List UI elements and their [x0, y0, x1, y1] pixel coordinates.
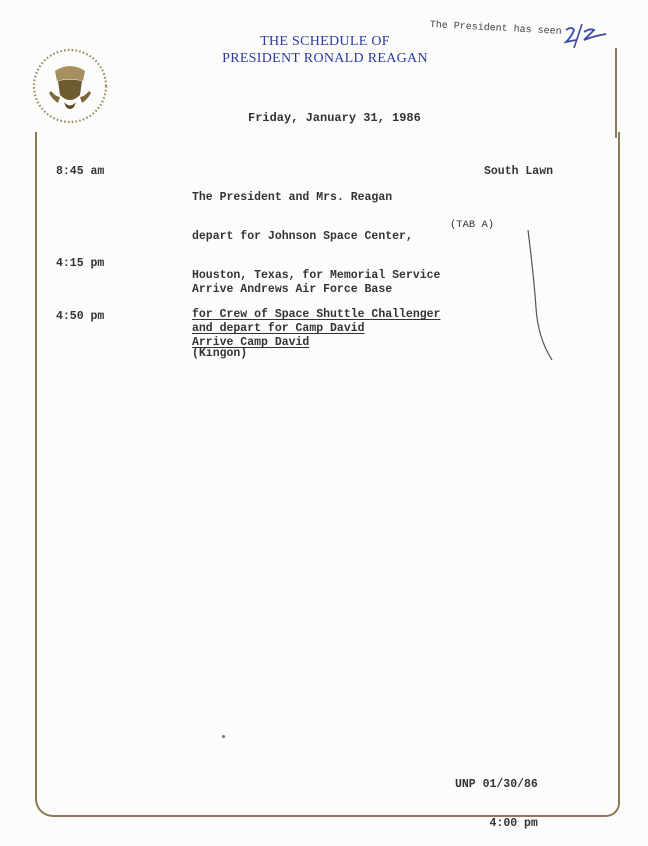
entry-line: depart for Johnson Space Center,: [192, 230, 413, 243]
entry-line: Houston, Texas, for Memorial Service: [192, 269, 441, 282]
entry-location: South Lawn: [484, 165, 554, 178]
title-line-2: PRESIDENT RONALD REAGAN: [222, 51, 428, 66]
stray-mark: [222, 735, 225, 738]
entry-line: for Crew of Space Shuttle Challenger: [192, 308, 441, 321]
document-title: [190, 33, 460, 67]
pen-mark: [520, 228, 560, 363]
seen-stamp: The President has seen: [429, 20, 562, 38]
title-line-1: THE SCHEDULE OF: [260, 34, 390, 49]
footer-stamp: [455, 752, 538, 843]
entry-line: and depart for Camp David: [192, 322, 365, 335]
page-border-right: [615, 48, 617, 138]
entry-line: Arrive Camp David: [192, 336, 310, 349]
footer-line-2: 4:00 pm: [489, 817, 538, 830]
entry-time: 4:50 pm: [56, 310, 105, 323]
schedule-date: Friday, January 31, 1986: [248, 111, 421, 125]
entry-line: (Kingon): [192, 347, 248, 360]
footer-line-1: UNP 01/30/86: [455, 778, 538, 791]
tab-reference: (TAB A): [450, 219, 495, 231]
entry-time: 4:15 pm: [56, 257, 105, 270]
entry-line: Arrive Andrews Air Force Base: [192, 283, 393, 296]
handwritten-date-mark: [560, 20, 612, 50]
entry-description: [192, 310, 309, 362]
entry-line: The President and Mrs. Reagan: [192, 191, 393, 204]
entry-time: 8:45 am: [56, 165, 105, 178]
presidential-seal-icon: [31, 47, 109, 125]
